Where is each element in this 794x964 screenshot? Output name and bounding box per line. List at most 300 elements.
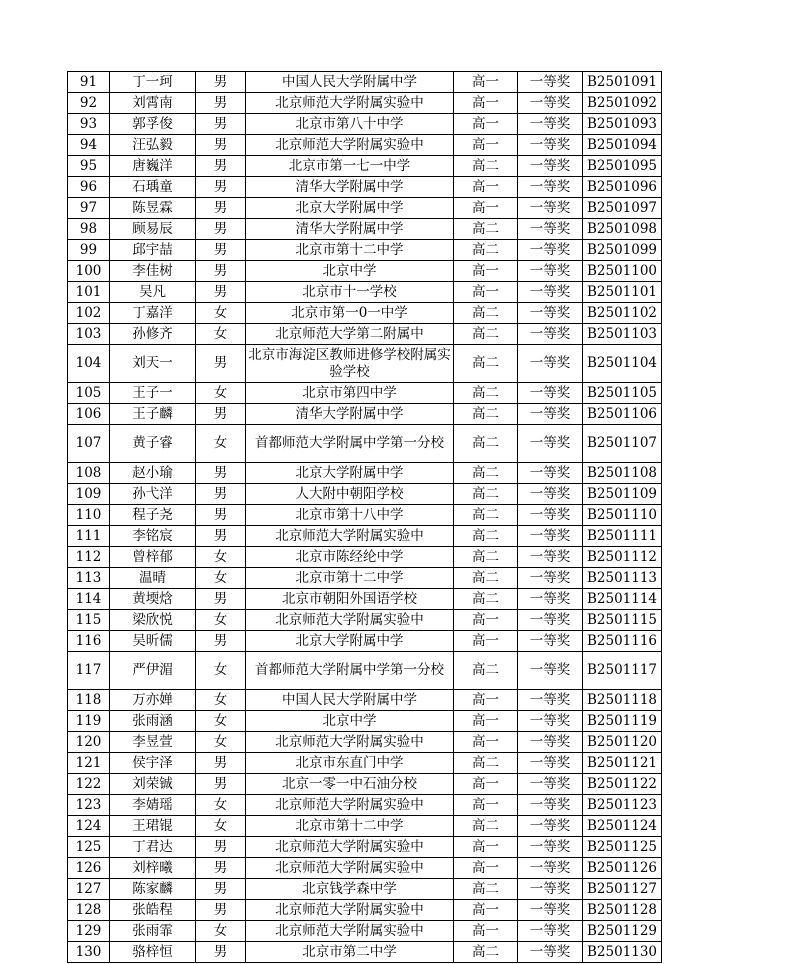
- grade-cell: 高二: [454, 425, 518, 463]
- serial-number-cell: 104: [68, 345, 110, 383]
- gender-cell: 男: [196, 837, 246, 858]
- certificate-id-cell: B2501106: [583, 404, 662, 425]
- certificate-id-cell: B2501107: [583, 425, 662, 463]
- school-cell: 清华大学附属中学: [246, 404, 454, 425]
- student-name-cell: 陈昱霖: [110, 198, 196, 219]
- gender-cell: 女: [196, 324, 246, 345]
- certificate-id-cell: B2501126: [583, 858, 662, 879]
- school-cell: 北京市第一0一中学: [246, 303, 454, 324]
- school-cell: 首都师范大学附属中学第一分校: [246, 425, 454, 463]
- gender-cell: 男: [196, 404, 246, 425]
- gender-cell: 女: [196, 690, 246, 711]
- serial-number-cell: 103: [68, 324, 110, 345]
- gender-cell: 男: [196, 240, 246, 261]
- gender-cell: 女: [196, 652, 246, 690]
- school-cell: 北京中学: [246, 711, 454, 732]
- gender-cell: 男: [196, 942, 246, 963]
- award-cell: 一等奖: [518, 324, 583, 345]
- student-name-cell: 顾易辰: [110, 219, 196, 240]
- table-row: [68, 114, 662, 135]
- table-row: [68, 463, 662, 484]
- school-cell: 北京市第十二中学: [246, 816, 454, 837]
- table-row: [68, 711, 662, 732]
- serial-number-cell: 102: [68, 303, 110, 324]
- school-cell: 北京师范大学附属实验中: [246, 858, 454, 879]
- school-cell: 北京大学附属中学: [246, 198, 454, 219]
- table-row: [68, 324, 662, 345]
- award-cell: 一等奖: [518, 732, 583, 753]
- certificate-id-cell: B2501117: [583, 652, 662, 690]
- school-cell: 中国人民大学附属中学: [246, 72, 454, 93]
- serial-number-cell: 92: [68, 93, 110, 114]
- award-cell: 一等奖: [518, 505, 583, 526]
- gender-cell: 男: [196, 114, 246, 135]
- grade-cell: 高一: [454, 732, 518, 753]
- school-cell: 北京市十一学校: [246, 282, 454, 303]
- grade-cell: 高二: [454, 156, 518, 177]
- gender-cell: 女: [196, 711, 246, 732]
- grade-cell: 高一: [454, 610, 518, 631]
- serial-number-cell: 128: [68, 900, 110, 921]
- grade-cell: 高二: [454, 652, 518, 690]
- certificate-id-cell: B2501104: [583, 345, 662, 383]
- certificate-id-cell: B2501099: [583, 240, 662, 261]
- grade-cell: 高二: [454, 526, 518, 547]
- serial-number-cell: 127: [68, 879, 110, 900]
- gender-cell: 女: [196, 303, 246, 324]
- student-name-cell: 邱宇喆: [110, 240, 196, 261]
- award-cell: 一等奖: [518, 526, 583, 547]
- award-table: [67, 71, 662, 963]
- grade-cell: 高一: [454, 795, 518, 816]
- student-name-cell: 孙弋洋: [110, 484, 196, 505]
- certificate-id-cell: B2501093: [583, 114, 662, 135]
- table-row: [68, 816, 662, 837]
- award-cell: 一等奖: [518, 942, 583, 963]
- table-row: [68, 345, 662, 383]
- grade-cell: 高一: [454, 72, 518, 93]
- gender-cell: 男: [196, 631, 246, 652]
- student-name-cell: 丁一珂: [110, 72, 196, 93]
- serial-number-cell: 94: [68, 135, 110, 156]
- table-row: [68, 93, 662, 114]
- gender-cell: 女: [196, 795, 246, 816]
- serial-number-cell: 110: [68, 505, 110, 526]
- student-name-cell: 张雨涵: [110, 711, 196, 732]
- certificate-id-cell: B2501098: [583, 219, 662, 240]
- gender-cell: 男: [196, 589, 246, 610]
- student-name-cell: 梁欣悦: [110, 610, 196, 631]
- serial-number-cell: 117: [68, 652, 110, 690]
- student-name-cell: 程子尧: [110, 505, 196, 526]
- gender-cell: 男: [196, 484, 246, 505]
- table-row: [68, 219, 662, 240]
- grade-cell: 高一: [454, 900, 518, 921]
- grade-cell: 高二: [454, 816, 518, 837]
- grade-cell: 高一: [454, 282, 518, 303]
- award-cell: 一等奖: [518, 425, 583, 463]
- serial-number-cell: 95: [68, 156, 110, 177]
- student-name-cell: 万亦婵: [110, 690, 196, 711]
- grade-cell: 高一: [454, 631, 518, 652]
- student-name-cell: 陈家麟: [110, 879, 196, 900]
- award-cell: 一等奖: [518, 404, 583, 425]
- school-cell: 清华大学附属中学: [246, 219, 454, 240]
- student-name-cell: 孙修齐: [110, 324, 196, 345]
- school-cell: 北京大学附属中学: [246, 631, 454, 652]
- student-name-cell: 张雨霏: [110, 921, 196, 942]
- award-cell: 一等奖: [518, 93, 583, 114]
- student-name-cell: 李婧瑶: [110, 795, 196, 816]
- gender-cell: 女: [196, 610, 246, 631]
- grade-cell: 高一: [454, 690, 518, 711]
- table-row: [68, 526, 662, 547]
- grade-cell: 高二: [454, 879, 518, 900]
- serial-number-cell: 93: [68, 114, 110, 135]
- grade-cell: 高二: [454, 942, 518, 963]
- grade-cell: 高二: [454, 505, 518, 526]
- grade-cell: 高二: [454, 240, 518, 261]
- grade-cell: 高二: [454, 547, 518, 568]
- table-row: [68, 198, 662, 219]
- school-cell: 首都师范大学附属中学第一分校: [246, 652, 454, 690]
- student-name-cell: 黄子睿: [110, 425, 196, 463]
- gender-cell: 男: [196, 177, 246, 198]
- award-cell: 一等奖: [518, 72, 583, 93]
- student-name-cell: 赵小瑜: [110, 463, 196, 484]
- gender-cell: 男: [196, 198, 246, 219]
- gender-cell: 男: [196, 345, 246, 383]
- certificate-id-cell: B2501092: [583, 93, 662, 114]
- certificate-id-cell: B2501103: [583, 324, 662, 345]
- student-name-cell: 丁君达: [110, 837, 196, 858]
- gender-cell: 男: [196, 261, 246, 282]
- school-cell: 北京市朝阳外国语学校: [246, 589, 454, 610]
- school-cell: 北京一零一中石油分校: [246, 774, 454, 795]
- school-cell: 北京市第十八中学: [246, 505, 454, 526]
- certificate-id-cell: B2501114: [583, 589, 662, 610]
- student-name-cell: 王子一: [110, 383, 196, 404]
- table-row: [68, 900, 662, 921]
- grade-cell: 高一: [454, 261, 518, 282]
- certificate-id-cell: B2501122: [583, 774, 662, 795]
- student-name-cell: 王子麟: [110, 404, 196, 425]
- table-row: [68, 774, 662, 795]
- certificate-id-cell: B2501125: [583, 837, 662, 858]
- student-name-cell: 温晴: [110, 568, 196, 589]
- certificate-id-cell: B2501097: [583, 198, 662, 219]
- student-name-cell: 郭孚俊: [110, 114, 196, 135]
- award-cell: 一等奖: [518, 610, 583, 631]
- table-row: [68, 547, 662, 568]
- table-row: [68, 72, 662, 93]
- award-cell: 一等奖: [518, 114, 583, 135]
- award-cell: 一等奖: [518, 753, 583, 774]
- school-cell: 人大附中朝阳学校: [246, 484, 454, 505]
- student-name-cell: 刘荣铖: [110, 774, 196, 795]
- school-cell: 北京师范大学第二附属中: [246, 324, 454, 345]
- certificate-id-cell: B2501111: [583, 526, 662, 547]
- school-cell: 北京钱学森中学: [246, 879, 454, 900]
- grade-cell: 高二: [454, 303, 518, 324]
- award-cell: 一等奖: [518, 858, 583, 879]
- serial-number-cell: 97: [68, 198, 110, 219]
- student-name-cell: 骆梓恒: [110, 942, 196, 963]
- award-cell: 一等奖: [518, 631, 583, 652]
- award-cell: 一等奖: [518, 921, 583, 942]
- table-row: [68, 837, 662, 858]
- serial-number-cell: 113: [68, 568, 110, 589]
- gender-cell: 女: [196, 425, 246, 463]
- table-row: [68, 921, 662, 942]
- student-name-cell: 刘梓曦: [110, 858, 196, 879]
- certificate-id-cell: B2501113: [583, 568, 662, 589]
- award-cell: 一等奖: [518, 711, 583, 732]
- award-cell: 一等奖: [518, 261, 583, 282]
- serial-number-cell: 112: [68, 547, 110, 568]
- grade-cell: 高一: [454, 837, 518, 858]
- table-row: [68, 240, 662, 261]
- certificate-id-cell: B2501118: [583, 690, 662, 711]
- table-row: [68, 690, 662, 711]
- serial-number-cell: 98: [68, 219, 110, 240]
- award-cell: 一等奖: [518, 463, 583, 484]
- student-name-cell: 丁嘉洋: [110, 303, 196, 324]
- gender-cell: 男: [196, 505, 246, 526]
- certificate-id-cell: B2501096: [583, 177, 662, 198]
- award-rows: [68, 72, 662, 963]
- serial-number-cell: 99: [68, 240, 110, 261]
- serial-number-cell: 121: [68, 753, 110, 774]
- certificate-id-cell: B2501130: [583, 942, 662, 963]
- grade-cell: 高一: [454, 177, 518, 198]
- grade-cell: 高一: [454, 921, 518, 942]
- grade-cell: 高二: [454, 484, 518, 505]
- serial-number-cell: 124: [68, 816, 110, 837]
- award-cell: 一等奖: [518, 219, 583, 240]
- table-row: [68, 505, 662, 526]
- certificate-id-cell: B2501119: [583, 711, 662, 732]
- school-cell: 北京市陈经纶中学: [246, 547, 454, 568]
- student-name-cell: 侯宇泽: [110, 753, 196, 774]
- table-row: [68, 858, 662, 879]
- certificate-id-cell: B2501112: [583, 547, 662, 568]
- student-name-cell: 曾梓郁: [110, 547, 196, 568]
- certificate-id-cell: B2501105: [583, 383, 662, 404]
- table-row: [68, 156, 662, 177]
- serial-number-cell: 100: [68, 261, 110, 282]
- serial-number-cell: 120: [68, 732, 110, 753]
- gender-cell: 女: [196, 816, 246, 837]
- table-row: [68, 942, 662, 963]
- gender-cell: 男: [196, 93, 246, 114]
- table-row: [68, 568, 662, 589]
- grade-cell: 高二: [454, 404, 518, 425]
- award-cell: 一等奖: [518, 282, 583, 303]
- certificate-id-cell: B2501101: [583, 282, 662, 303]
- grade-cell: 高二: [454, 383, 518, 404]
- award-cell: 一等奖: [518, 383, 583, 404]
- certificate-id-cell: B2501108: [583, 463, 662, 484]
- serial-number-cell: 108: [68, 463, 110, 484]
- serial-number-cell: 119: [68, 711, 110, 732]
- certificate-id-cell: B2501095: [583, 156, 662, 177]
- serial-number-cell: 118: [68, 690, 110, 711]
- serial-number-cell: 125: [68, 837, 110, 858]
- school-cell: 北京市第一七一中学: [246, 156, 454, 177]
- serial-number-cell: 111: [68, 526, 110, 547]
- award-cell: 一等奖: [518, 837, 583, 858]
- serial-number-cell: 107: [68, 425, 110, 463]
- table-row: [68, 879, 662, 900]
- grade-cell: 高一: [454, 114, 518, 135]
- gender-cell: 女: [196, 547, 246, 568]
- certificate-id-cell: B2501115: [583, 610, 662, 631]
- serial-number-cell: 115: [68, 610, 110, 631]
- school-cell: 北京师范大学附属实验中: [246, 795, 454, 816]
- table-row: [68, 177, 662, 198]
- student-name-cell: 李昱萱: [110, 732, 196, 753]
- student-name-cell: 严伊湄: [110, 652, 196, 690]
- award-cell: 一等奖: [518, 303, 583, 324]
- table-row: [68, 610, 662, 631]
- gender-cell: 男: [196, 156, 246, 177]
- gender-cell: 男: [196, 858, 246, 879]
- serial-number-cell: 123: [68, 795, 110, 816]
- grade-cell: 高一: [454, 135, 518, 156]
- gender-cell: 女: [196, 383, 246, 404]
- student-name-cell: 黄堧焓: [110, 589, 196, 610]
- serial-number-cell: 101: [68, 282, 110, 303]
- gender-cell: 女: [196, 921, 246, 942]
- school-cell: 北京师范大学附属实验中: [246, 135, 454, 156]
- gender-cell: 男: [196, 282, 246, 303]
- award-cell: 一等奖: [518, 816, 583, 837]
- gender-cell: 男: [196, 72, 246, 93]
- certificate-id-cell: B2501127: [583, 879, 662, 900]
- table-row: [68, 282, 662, 303]
- table-row: [68, 303, 662, 324]
- table-row: [68, 261, 662, 282]
- school-cell: 北京大学附属中学: [246, 463, 454, 484]
- certificate-id-cell: B2501109: [583, 484, 662, 505]
- grade-cell: 高二: [454, 324, 518, 345]
- grade-cell: 高二: [454, 219, 518, 240]
- serial-number-cell: 129: [68, 921, 110, 942]
- gender-cell: 男: [196, 463, 246, 484]
- award-cell: 一等奖: [518, 652, 583, 690]
- school-cell: 北京市第十二中学: [246, 240, 454, 261]
- table-row: [68, 425, 662, 463]
- award-cell: 一等奖: [518, 198, 583, 219]
- student-name-cell: 石瑀童: [110, 177, 196, 198]
- student-name-cell: 刘霄南: [110, 93, 196, 114]
- school-cell: 北京师范大学附属实验中: [246, 526, 454, 547]
- table-row: [68, 404, 662, 425]
- award-cell: 一等奖: [518, 240, 583, 261]
- school-cell: 北京市第十二中学: [246, 568, 454, 589]
- grade-cell: 高二: [454, 345, 518, 383]
- student-name-cell: 吴凡: [110, 282, 196, 303]
- certificate-id-cell: B2501128: [583, 900, 662, 921]
- award-cell: 一等奖: [518, 568, 583, 589]
- student-name-cell: 汪弘毅: [110, 135, 196, 156]
- grade-cell: 高一: [454, 198, 518, 219]
- award-cell: 一等奖: [518, 484, 583, 505]
- serial-number-cell: 130: [68, 942, 110, 963]
- certificate-id-cell: B2501129: [583, 921, 662, 942]
- award-cell: 一等奖: [518, 900, 583, 921]
- certificate-id-cell: B2501110: [583, 505, 662, 526]
- school-cell: 北京市第二中学: [246, 942, 454, 963]
- table-row: [68, 135, 662, 156]
- gender-cell: 男: [196, 879, 246, 900]
- school-cell: 清华大学附属中学: [246, 177, 454, 198]
- gender-cell: 男: [196, 753, 246, 774]
- award-cell: 一等奖: [518, 879, 583, 900]
- grade-cell: 高一: [454, 858, 518, 879]
- school-cell: 北京市第四中学: [246, 383, 454, 404]
- serial-number-cell: 106: [68, 404, 110, 425]
- award-cell: 一等奖: [518, 345, 583, 383]
- grade-cell: 高一: [454, 93, 518, 114]
- award-cell: 一等奖: [518, 774, 583, 795]
- grade-cell: 高一: [454, 774, 518, 795]
- table-row: [68, 589, 662, 610]
- table-row: [68, 631, 662, 652]
- school-cell: 北京师范大学附属实验中: [246, 900, 454, 921]
- table-row: [68, 753, 662, 774]
- serial-number-cell: 91: [68, 72, 110, 93]
- gender-cell: 男: [196, 135, 246, 156]
- table-row: [68, 484, 662, 505]
- student-name-cell: 张皓程: [110, 900, 196, 921]
- award-cell: 一等奖: [518, 156, 583, 177]
- award-cell: 一等奖: [518, 690, 583, 711]
- grade-cell: 高二: [454, 568, 518, 589]
- certificate-id-cell: B2501124: [583, 816, 662, 837]
- student-name-cell: 吴昕儒: [110, 631, 196, 652]
- grade-cell: 高二: [454, 589, 518, 610]
- award-cell: 一等奖: [518, 177, 583, 198]
- school-cell: 北京市第八十中学: [246, 114, 454, 135]
- award-cell: 一等奖: [518, 135, 583, 156]
- certificate-id-cell: B2501120: [583, 732, 662, 753]
- serial-number-cell: 114: [68, 589, 110, 610]
- serial-number-cell: 109: [68, 484, 110, 505]
- school-cell: 北京师范大学附属实验中: [246, 732, 454, 753]
- school-cell: 北京师范大学附属实验中: [246, 837, 454, 858]
- gender-cell: 男: [196, 219, 246, 240]
- award-cell: 一等奖: [518, 795, 583, 816]
- serial-number-cell: 105: [68, 383, 110, 404]
- serial-number-cell: 126: [68, 858, 110, 879]
- certificate-id-cell: B2501116: [583, 631, 662, 652]
- certificate-id-cell: B2501091: [583, 72, 662, 93]
- serial-number-cell: 116: [68, 631, 110, 652]
- student-name-cell: 李佳树: [110, 261, 196, 282]
- certificate-id-cell: B2501094: [583, 135, 662, 156]
- gender-cell: 男: [196, 900, 246, 921]
- award-cell: 一等奖: [518, 547, 583, 568]
- grade-cell: 高二: [454, 463, 518, 484]
- table-row: [68, 383, 662, 404]
- award-cell: 一等奖: [518, 589, 583, 610]
- gender-cell: 女: [196, 568, 246, 589]
- school-cell: 北京市东直门中学: [246, 753, 454, 774]
- school-cell: 北京师范大学附属实验中: [246, 921, 454, 942]
- student-name-cell: 刘天一: [110, 345, 196, 383]
